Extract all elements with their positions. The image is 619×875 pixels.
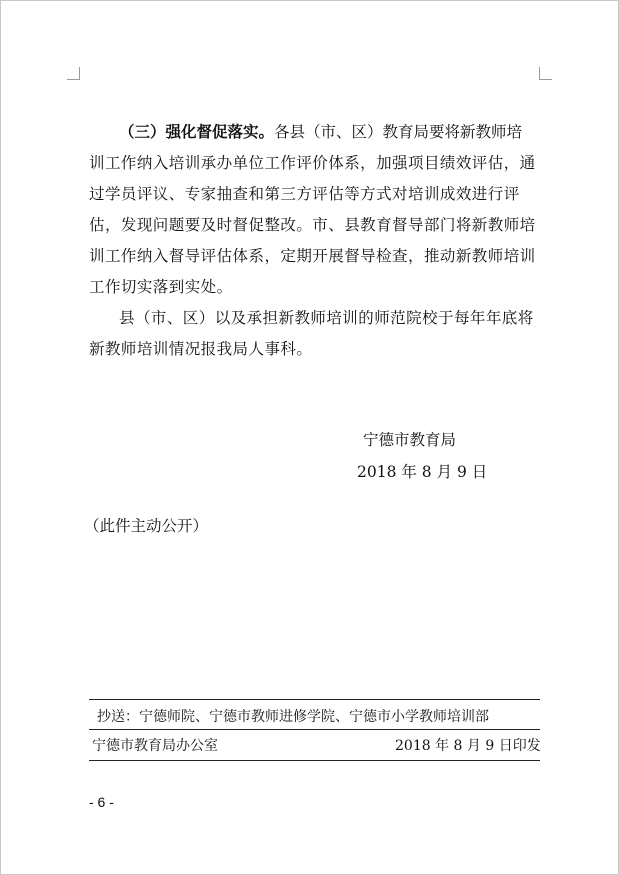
footer-rule-top [89, 699, 540, 700]
paragraph-1-line: 训工作纳入培训承办单位工作评价体系，加强项目绩效评估，通 [89, 154, 536, 172]
footer-print-date: 2018 年 8 月 9 日印发 [395, 738, 541, 754]
paragraph-1-heading: （三）强化督促落实。 [119, 122, 275, 141]
paragraph-2-line: 新教师培训情况报我局人事科。 [89, 340, 313, 358]
paragraph-1-first-line [119, 122, 522, 142]
footer-issuer: 宁德市教育局办公室 [92, 738, 218, 754]
crop-mark-top-right [539, 67, 552, 80]
footer-rule-middle [89, 729, 540, 730]
footer-rule-bottom [89, 760, 540, 761]
page-number: - 6 - [89, 794, 114, 810]
paragraph-1-line: 估，发现问题要及时督促整改。市、县教育督导部门将新教师培 [89, 216, 536, 234]
public-note: （此件主动公开） [84, 517, 209, 535]
paragraph-1-first-text: 各县（市、区）教育局要将新教师培 [274, 123, 523, 141]
paragraph-2-line: 县（市、区）以及承担新教师培训的师范院校于每年年底将 [119, 309, 534, 327]
paragraph-1-line: 工作切实落到实处。 [89, 278, 233, 296]
paragraph-1-line: 训工作纳入督导评估体系，定期开展督导检查，推动新教师培训 [89, 247, 536, 265]
signature-org: 宁德市教育局 [363, 431, 457, 449]
crop-mark-top-left [67, 67, 80, 80]
paragraph-1-line: 过学员评议、专家抽查和第三方评估等方式对培训成效进行评 [89, 185, 520, 203]
footer-cc: 抄送：宁德师院、宁德市教师进修学院、宁德市小学教师培训部 [97, 709, 489, 725]
signature-date: 2018 年 8 月 9 日 [357, 463, 488, 481]
